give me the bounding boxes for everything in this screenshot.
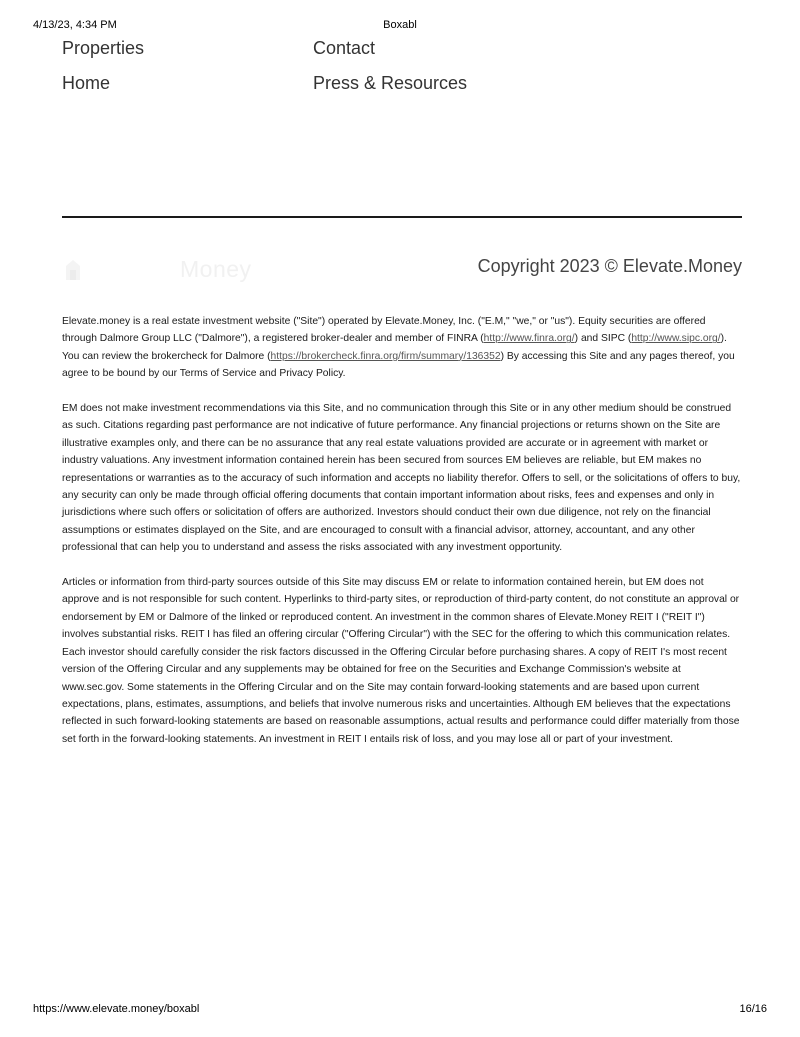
legal-text: Elevate.money is a real estate investment website ("Site") operated by Elevate.Money, Inc. ("E.M," "we," or "us"). Equity securities are offered through Dalmore Group LLC ("Dalmore"), a registered broker-dealer and member of FINRA ( (62, 316, 706, 345)
print-url: https://www.elevate.money/boxabl (33, 1003, 200, 1015)
sipc-link[interactable]: http://www.sipc.org/ (631, 333, 721, 345)
legal-paragraph-1 (62, 313, 742, 383)
copyright-text: Copyright 2023 © Elevate.Money (477, 256, 742, 276)
print-footer (33, 1003, 767, 1017)
nav-link-properties[interactable]: Properties (62, 38, 145, 58)
logo-mark-icon (62, 256, 84, 282)
footer-logo[interactable] (62, 252, 252, 286)
legal-paragraph-3: Articles or information from third-party sources outside of this Site may discuss EM or relate to information contained herein, but EM does not approve and is not responsible for such content. Hyperlinks to third-party sites, or reproduction of third-party content, do not constitute an approval or endorsement by EM or Dalmore of the linked or reproduced content. An investment in the common shares of Elevate.Money REIT I ("REIT I") involves substantial risks. REIT I has filed an offering circular ("Offering Circular") with the SEC for the offering to which this communication relates. Each investor should carefully consider the risk factors discussed in the Offering Circular before purchasing shares. A copy of REIT I's most recent version of the Offering Circular and any supplements may be obtained for free on the Securities and Exchange Commission's website at www.sec.gov. Some statements in the Offering Circular and on the Site may contain forward-looking statements and are based upon current expectations, plans, estimates, assumptions, and beliefs that involve numerous risks and uncertainties. Although EM believes that the expectations reflected in such forward-looking statements are based on reasonable assumptions, actual results and performance could differ materially from those set forth in the forward-looking statements. An investment in REIT I entails risk of loss, and you may lose all or part of your investment. (62, 577, 740, 745)
footer-nav-right (313, 36, 467, 106)
footer-divider (62, 216, 742, 218)
print-title: Boxabl (383, 19, 417, 31)
print-date: 4/13/23, 4:34 PM (33, 19, 117, 31)
legal-disclaimer (62, 313, 742, 766)
finra-link[interactable]: http://www.finra.org/ (483, 333, 575, 345)
footer-nav-left (62, 36, 144, 106)
legal-paragraph-2: EM does not make investment recommendations via this Site, and no communication through this Site or in any other medium should be construed as such. Citations regarding past performance are not indicative of future performance. Any financial projections or returns shown on the Site are illustrative examples only, and there can be no assurance that any real estate valuations provided are accurate or in agreement with market or industry valuations. Any investment information contained herein has been secured from sources EM believes are reliable, but EM makes no representations or warranties as to the accuracy of such information and accepts no liability therefor. Offers to sell, or the solicitations of offers to buy, any security can only be made through official offering documents that contain important information about risks, fees and expenses and only in jurisdictions where such offers or solicitation of offers are authorized. Investors should conduct their own due diligence, not rely on the financial assumptions or estimates displayed on the Site, and are encouraged to consult with a financial advisor, attorney, accountant, and any other professional that can help you to understand and assess the risks associated with any investment opportunity. (62, 403, 741, 554)
legal-text: ) By accessing this Site and any pages thereof, you agree to be bound by our Terms of Service and Privacy Policy. (62, 350, 735, 380)
brokercheck-link[interactable]: https://brokercheck.finra.org/firm/summary/136352 (270, 350, 501, 362)
nav-link-press-resources[interactable]: Press & Resources (313, 73, 468, 93)
nav-link-home[interactable]: Home (62, 73, 111, 93)
legal-text: ). You can review the brokercheck for Dalmore ( (62, 333, 727, 362)
logo-wordmark: Money (180, 255, 252, 282)
print-header (33, 19, 767, 33)
nav-link-contact[interactable]: Contact (313, 38, 376, 58)
legal-text: ) and SIPC ( (574, 333, 632, 345)
print-page-number: 16/16 (739, 1003, 767, 1015)
